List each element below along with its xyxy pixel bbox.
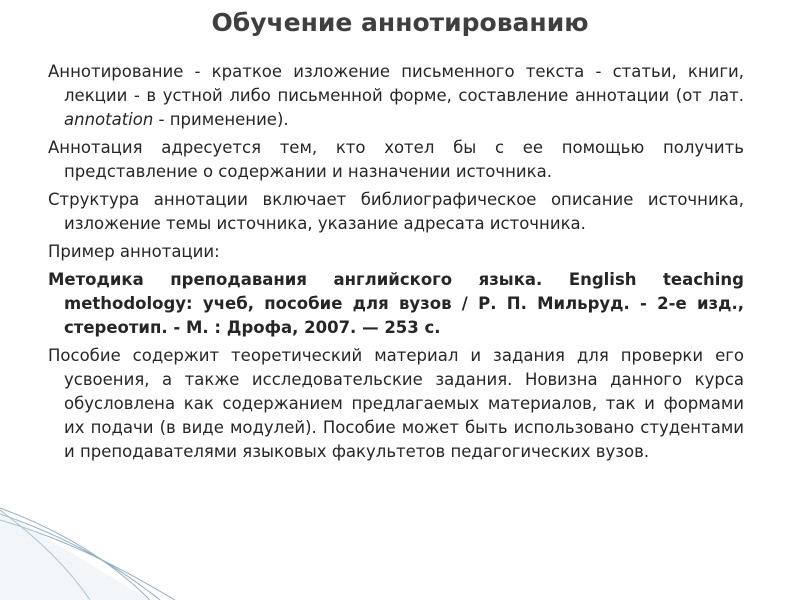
decorative-corner-lines [0, 480, 800, 600]
slide-body [48, 60, 744, 464]
paragraph-annotation-example: Пособие содержит теоретический материал и задания для проверки его усвоения, а также исследовательские задания. Новизна данного курса обусловлена как содержанием предлагаемых материалов, так и формами их подачи (в виде модулей). Пособие может быть использовано студентами и преподавателями языковых факультетов педагогических вузов. [48, 346, 744, 461]
definition-latin-term: annotation [64, 110, 154, 129]
decor-shade [0, 510, 150, 600]
decor-line [0, 508, 150, 600]
paragraph-addressee: Аннотация адресуется тем, кто хотел бы с ее помощью получить представление о содержании и назначении источника. [48, 138, 744, 181]
paragraph-definition [48, 60, 744, 132]
decor-line [0, 520, 175, 600]
paragraph-bibliographic-entry: Методика преподавания английского языка. English teaching methodology: учеб, пособие для вузов / Р. П. Мильруд. - 2-е изд., стереотип. - М. : Дрофа, 2007. — 253 с. [48, 270, 744, 337]
decor-line [0, 510, 90, 600]
definition-text-start: Аннотирование - краткое изложение письменного текста - статьи, книги, лекции - в устной либо письменной форме, составление аннотации (от лат. [48, 62, 744, 105]
paragraph-structure: Структура аннотации включает библиографическое описание источника, изложение темы источника, указание адресата источника. [48, 190, 744, 233]
decor-line [0, 514, 160, 600]
slide-title: Обучение аннотированию [211, 8, 589, 37]
paragraph-example-label: Пример аннотации: [48, 242, 220, 261]
definition-text-end: - применение). [153, 110, 289, 129]
